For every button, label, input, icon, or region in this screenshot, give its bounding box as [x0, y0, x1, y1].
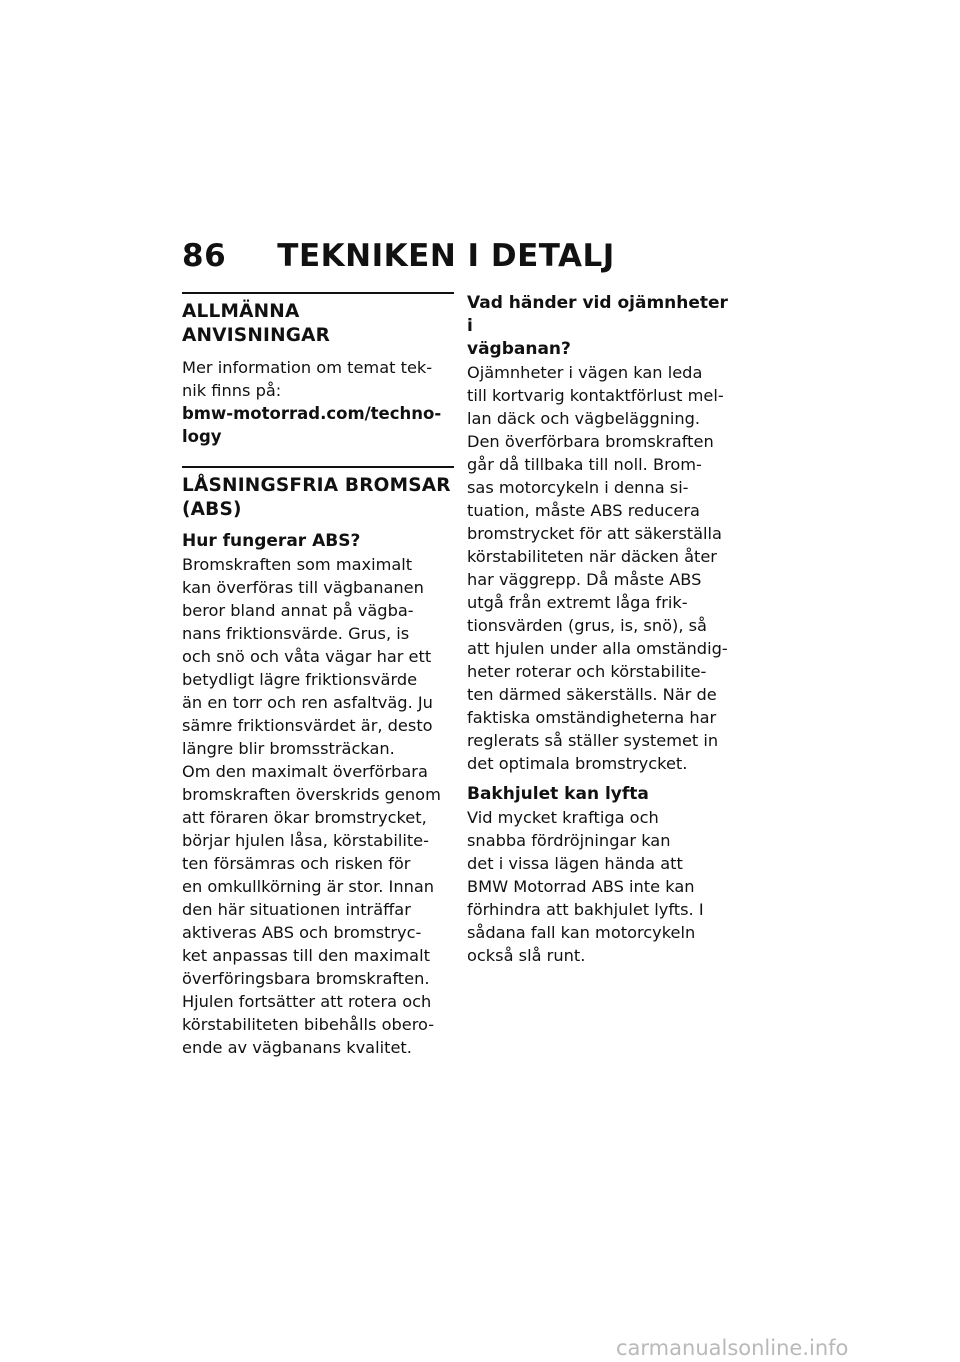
section-heading-general: ALLMÄNNA ANVISNINGAR	[182, 292, 454, 348]
page-header	[182, 238, 782, 278]
watermark: carmanualsonline.info	[616, 1336, 849, 1360]
rear-wheel-block	[467, 783, 739, 967]
uneven-road-block	[467, 292, 739, 775]
left-column	[182, 292, 454, 1059]
subheading-rear-wheel: Bakhjulet kan lyfta	[467, 784, 649, 804]
right-column	[467, 292, 739, 975]
uneven-road-text: Ojämnheter i vägen kan leda till kortvarig kontaktförlust mel- lan däck och vägbeläggning. Den överförbara bromskraften går då tillbaka till noll. Brom- sas motorcykeln i denna si- tuation, måste ABS reducera bromstrycket för att säkerställa körstabiliteten när däcken åter har väggrepp. Då måste ABS utgå från extremt låga frik- tionsvärden (grus, is, snö), så att hjulen under alla omständig- heter roterar och körstabilite- ten därmed säkerställs. När de faktiska omständigheterna har reglerats så ställer systemet in det optimala bromstrycket.	[467, 363, 728, 773]
subheading-uneven-road: Vad händer vid ojämnheter i vägbanan?	[467, 293, 728, 359]
abs-paragraph-2: Om den maximalt överförbara bromskraften överskrids genom att föraren ökar bromstrycket, börjar hjulen låsa, körstabilite- ten försämras och risken för en omkullkörning är stor. Innan den här situationen inträffar aktiveras ABS och bromstryc- ket anpassas till den maximalt överföringsbara bromskraften. Hjulen fortsätter att rotera och körstabiliteten bibehålls obero- ende av vägbanans kvalitet.	[182, 762, 441, 1057]
abs-paragraph-1: Bromskraften som maximalt kan överföras till vägbananen beror bland annat på vägba- nans friktionsvärde. Grus, is och snö och våta vägar har ett betydligt lägre friktionsvärde än en torr och ren asfaltväg. Ju sämre friktionsvärdet är, desto längre blir bromssträckan.	[182, 555, 433, 758]
general-info-text: Mer information om temat tek- nik finns på:	[182, 358, 433, 400]
chapter-title: TEKNIKEN I DETALJ	[277, 238, 615, 274]
rear-wheel-text: Vid mycket kraftiga och snabba fördröjningar kan det i vissa lägen hända att BMW Motorrad ABS inte kan förhindra att bakhjulet lyfts. I sådana fall kan motorcykeln också slå runt.	[467, 808, 704, 965]
technology-link[interactable]: bmw-motorrad.com/techno- logy	[182, 404, 442, 446]
section-heading-abs: LÅSNINGSFRIA BROMSAR (ABS)	[182, 466, 454, 522]
page-number: 86	[182, 238, 227, 274]
subheading-how-abs-works: Hur fungerar ABS?	[182, 531, 361, 551]
